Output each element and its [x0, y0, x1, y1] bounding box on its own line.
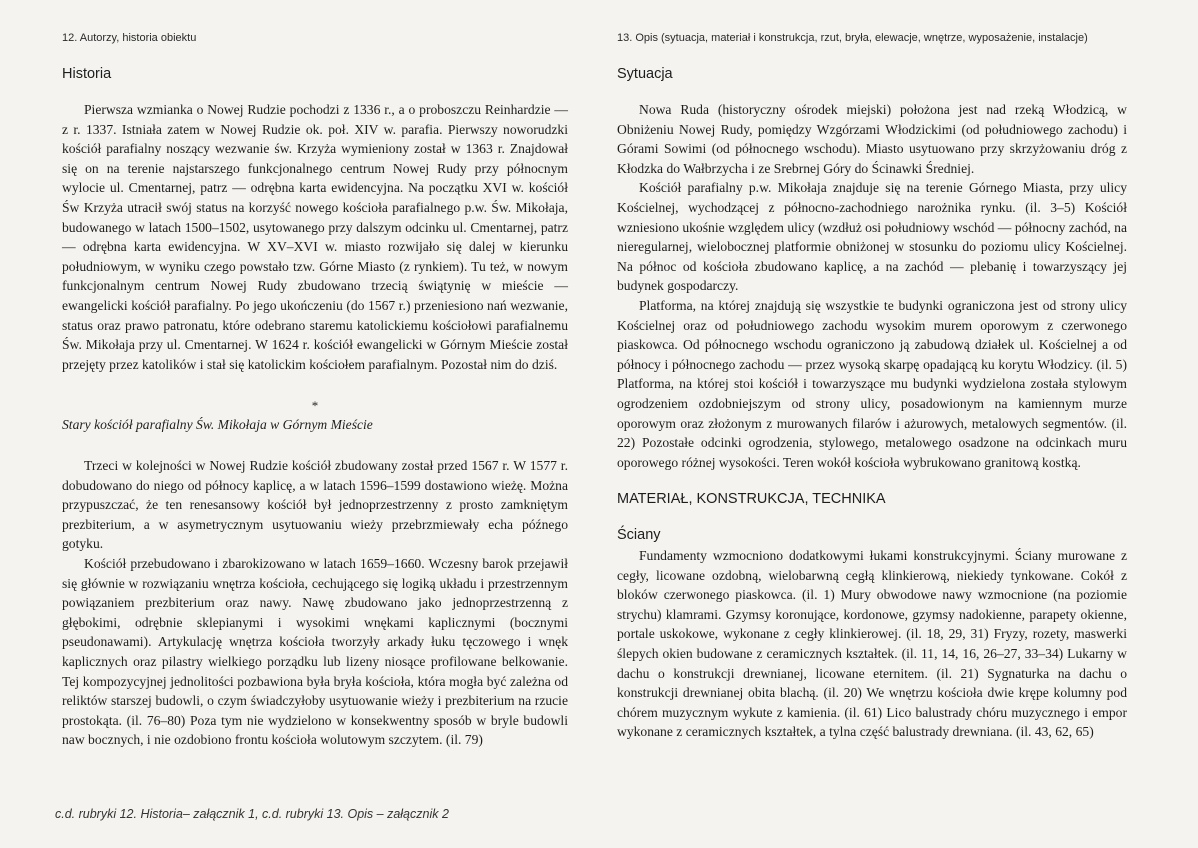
section-asterisk: *	[311, 398, 319, 413]
church-paragraph: Kościół przebudowano i zbarokizowano w latach 1659–1660. Wczesny barok przejawił się głównie w rozwiązaniu wnętrza kościoła, cechującego się logiką układu i przestrzennym powiązaniem prezbiterium oraz nawy. Nawę zbudowano jako jednoprzestrzenną z głębokimi, odrębnie sklepianymi i wysokimi wnękami kaplicznymi (bocznymi pseudonawami). Artykulację wnętrza kościoła tworzyły arkady łuku tęczowego i wnęk kaplicznych oraz pilastry wielkiego porządku lub lizeny niosące profilowane belkowanie. Tej kompozycyjnej jednolitości pozbawiona była bryła kościoła, która mogła być zależna od reliktów starszej budowli, o czym świadczyłoby usytuowanie wieży i prezbiterium na rzucie prostokąta. (il. 76–80) Poza tym nie wydzielono w konsekwentny sposób w bryle budowli naw bocznych, i nie ozdobiono frontu kościoła wolutowym szczytem. (il. 79)	[62, 555, 568, 748]
situation-text	[617, 100, 1127, 472]
church-subsection-title: Stary kościół parafialny Św. Mikołaja w Górnym Mieście	[62, 417, 373, 432]
walls-text	[617, 546, 1127, 742]
history-paragraph: Pierwsza wzmianka o Nowej Rudzie pochodzi z 1336 r., a o proboszczu Reinhardzie — z r. 1337. Istniała zatem w Nowej Rudzie ok. poł. XIV w. parafia. Pierwszy noworudzki kościół parafialny noszący wezwanie św. Krzyża wymieniony został w 1363 r. Znajdował się on na terenie najstarszego funkcjonalnego centrum Nowej Rudy przy północnym wylocie ul. Cmentarnej, patrz — odrębna karta ewidencyjna. Na początku XVI w. kościół Św Krzyża utracił swój status na korzyść nowego kościoła parafialnego p.w. Św. Mikołaja, budowanego w latach 1500–1502, usytowanego przy dalszym odcinku ul. Cmentarnej, patrz — odrębna karta ewidencyjna. W XV–XVI w. miasto rozwijało się dalej w kierunku południowym, w wyniku czego powstało tzw. Górne Miasto (z rynkiem). Tu też, w nowym funkcjonalnym centrum Nowej Rudy zbudowano trzecią świątynię w mieście — ewangelicki kościół parafialny. Po jego ukończeniu (do 1567 r.) przeniesiono nań wezwanie, status oraz prawo patronatu, które odebrano staremu katolickiemu kościołowi parafialnemu Św. Mikołaja przy ul. Cmentarnej. W 1624 r. kościół ewangelicki w Górnym Mieście został przejęty przez katolików i stał się katolickim kościołem parafialnym. Pozostał nim do dziś.	[62, 102, 568, 372]
situation-paragraph: Nowa Ruda (historyczny ośrodek miejski) położona jest nad rzeką Włodzicą, w Obniżeniu Nowej Rudy, pomiędzy Wzgórzami Włodzickimi (od południowego zachodu) i Górami Sowimi (od północnego wschodu). Miasto usytuowano przy skrzyżowaniu dróg z Kłodzka do Wałbrzycha i ze Srebrnej Góry do Ścinawki Średniej.	[617, 102, 1127, 176]
footer-note: c.d. rubryki 12. Historia– załącznik 1, c.d. rubryki 13. Opis – załącznik 2	[55, 807, 449, 821]
situation-title: Sytuacja	[617, 66, 673, 82]
history-text	[62, 100, 568, 374]
situation-paragraph: Platforma, na której znajdują się wszystkie te budynki ograniczona jest od strony ulicy Kościelnej oraz od południowego zachodu wysokim murem oporowym z czerwonego piaskowca. Od północnego wschodu ograniczono ją zabudową działek ul. Kościelnej a od północy i północnego zachodu — przez wysoką skarpę opadającą ku korytu Włodzicy. (il. 5) Platforma, na której stoi kościół i towarzyszące mu budynki wydzielona została stylowym ogrodzeniem ozdobniejszym od strony ulicy, posadowionym na kamiennym murze oporowym oraz złożonym z murowanych filarów i ażurowych, metalowych segmentów. (il. 22) Pozostałe odcinki ogrodzenia, stylowego, metalowego osadzone na odcinkach muru oporowego różnej wysokości. Teren wokół kościoła wybrukowano granitową kostką.	[617, 297, 1127, 470]
material-title: MATERIAŁ, KONSTRUKCJA, TECHNIKA	[617, 491, 886, 507]
walls-title: Ściany	[617, 527, 661, 543]
church-paragraph: Trzeci w kolejności w Nowej Rudzie kościół zbudowany został przed 1567 r. W 1577 r. dobudowano do niego od północy kaplicę, a w latach 1596–1599 dostawiono wieżę. Można przypuszczać, że ten renesansowy kościół był jednoprzestrzenny z prosto zamkniętym prezbiterium, a w asymetrycznym usytuowaniu wieży przebrzmiewały echa późnego gotyku.	[62, 458, 568, 552]
situation-paragraph: Kościół parafialny p.w. Mikołaja znajduje się na terenie Górnego Miasta, przy ulicy Kościelnej, wychodzącej z północno-zachodniego narożnika rynku. (il. 3–5) Kościół wzniesiono ukośnie względem ulicy (wzdłuż osi południowy wschód — północny zachód, na nieregularnej, wielobocznej platformie obniżonej w stosunku do poziomu ulicy Kościelnej. Na północ od kościoła zbudowano kaplicę, a na zachód — plebanię i towarzyszący jej budynek gospodarczy.	[617, 180, 1127, 294]
history-title: Historia	[62, 66, 112, 82]
right-header: 13. Opis (sytuacja, materiał i konstrukcja, rzut, bryła, elewacje, wnętrze, wyposażenie, instalacje)	[617, 32, 1088, 44]
walls-paragraph: Fundamenty wzmocniono dodatkowymi łukami konstrukcyjnymi. Ściany murowane z cegły, licowane ozdobną, wielobarwną cegłą klinkierową, niekiedy tynkowane. Cokół z bloków czerwonego piaskowca. (il. 1) Mury obwodowe nawy wzmocnione (na poziomie strychu) klamrami. Gzymsy koronujące, kordonowe, gzymsy nadokienne, parapety okienne, portale uskokowe, wykonane z cegły klinkierowej. (il. 18, 29, 31) Fryzy, rozety, maswerki ślepych okien budowane z ceramicznych kształtek. (il. 11, 14, 16, 26–27, 33–34) Lukarny w dachu o konstrukcji drewnianej, licowane eternitem. (il. 21) Sygnaturka na dachu o konstrukcji drewnianej obita blachą. (il. 20) We wnętrzu kościoła dwie krępe kolumny pod chórem muzycznym wykute z kamienia. (il. 61) Lico balustrady chóru muzycznego i empor wykonane z ceramicznych kształtek, a tylna część balustrady drewniana. (il. 43, 62, 65)	[617, 548, 1127, 740]
church-text	[62, 456, 568, 750]
left-header: 12. Autorzy, historia obiektu	[62, 32, 197, 44]
